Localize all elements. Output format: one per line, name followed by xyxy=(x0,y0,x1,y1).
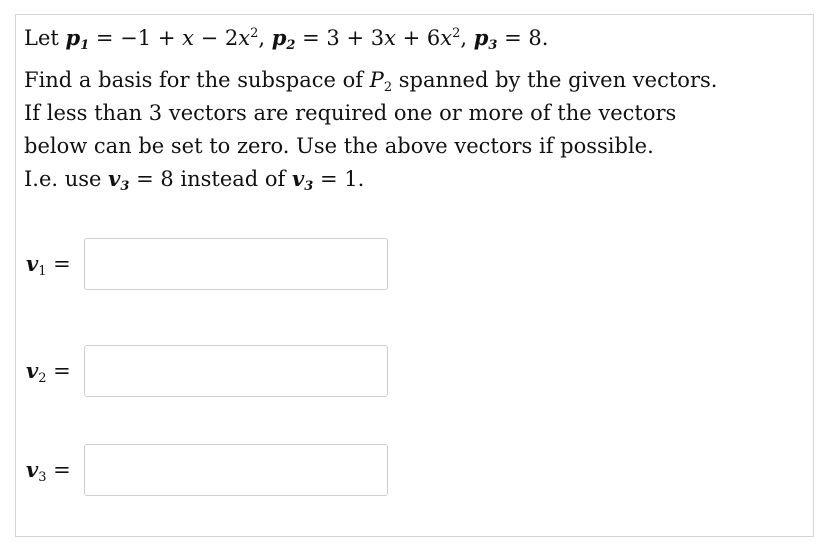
v2-label: $v_2$ = xyxy=(26,358,71,386)
p2-symbol: p xyxy=(271,25,287,50)
instruction-line-3: below can be set to zero. Use the above vectors if possible. xyxy=(24,134,654,158)
p3-symbol: p xyxy=(473,25,489,50)
problem-panel xyxy=(15,14,814,537)
v1-label: $v_1$ = xyxy=(26,251,71,279)
instruction-example: I.e. use $v_3 = 8$ instead of $v_3 = 1$. xyxy=(24,166,365,194)
answer-row-v1 xyxy=(26,238,406,290)
v3-label: $v_3$ = xyxy=(26,457,71,485)
instruction-line-2: If less than 3 vectors are required one or more of the vectors xyxy=(24,101,677,125)
vector-definitions: Let $p_1 = -1 + x - 2x^2$, $p_2 = 3 + 3x + 6x^2$, $p_3 = 8$. xyxy=(24,25,549,53)
instruction-line-1: Find a basis for the subspace of $P_2$ spanned by the given vectors. xyxy=(24,68,718,95)
answer-row-v3 xyxy=(26,444,406,496)
v3-input[interactable] xyxy=(84,444,388,496)
v2-input[interactable] xyxy=(84,345,388,397)
answer-row-v2 xyxy=(26,345,406,397)
v1-input[interactable] xyxy=(84,238,388,290)
p1-symbol: p xyxy=(65,25,81,50)
